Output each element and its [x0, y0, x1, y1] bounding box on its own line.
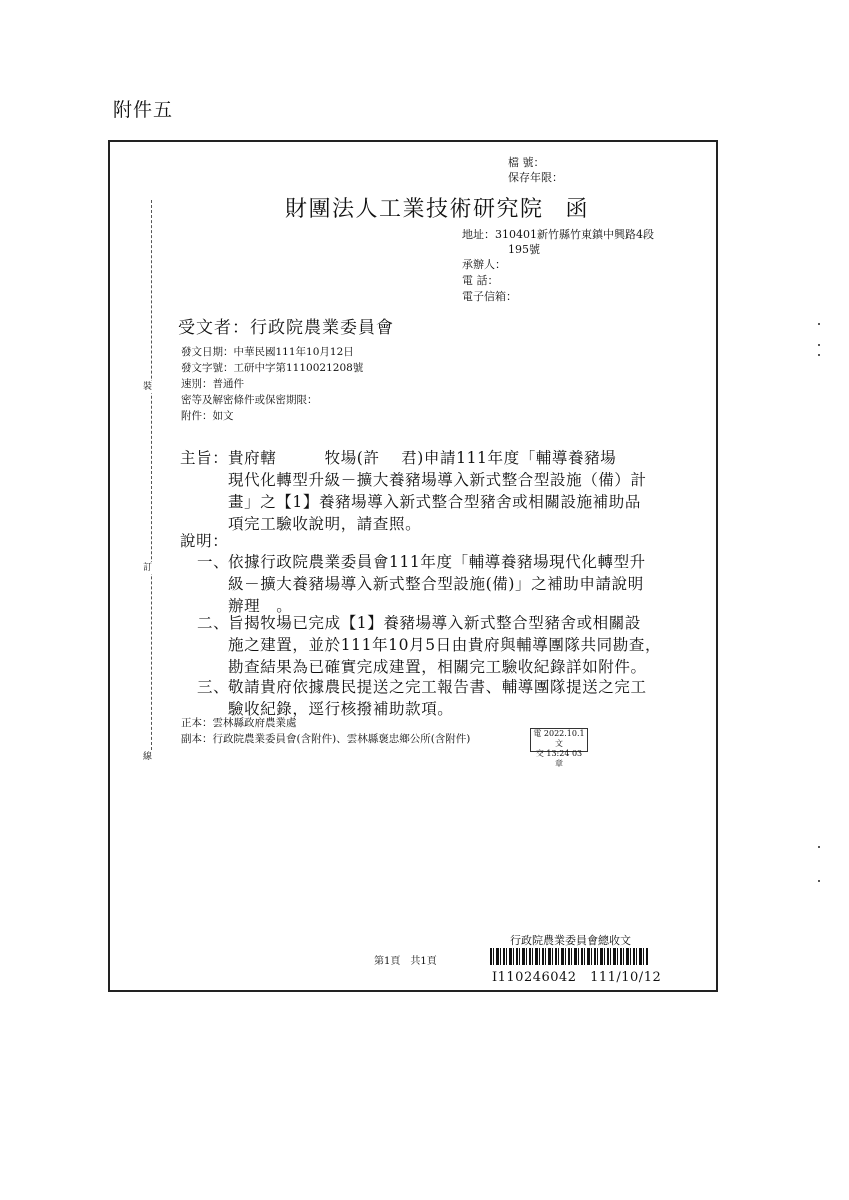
explanation-line: 驗收紀錄，逕行核撥補助款項。: [228, 700, 454, 718]
delivery-speed: 速別：普通件: [181, 378, 244, 390]
binding-char-xian: 線: [143, 752, 153, 762]
explanation-line: 勘查結果為已確實完成建置，相關完工驗收紀錄詳如附件。: [228, 658, 647, 676]
attachment-info: 附件：如文: [181, 410, 234, 422]
stamp-line: 電 2022.10.1 文: [533, 729, 585, 748]
recipient: 受文者：行政院農業委員會: [178, 318, 394, 338]
stamp-line: 交 13:24 03 章: [535, 749, 583, 768]
address-line-1: 地址：310401新竹縣竹東鎮中興路4段: [462, 228, 654, 241]
original-recipient: 正本：雲林縣政府農業處: [181, 717, 297, 729]
page-number: 第1頁 共1頁: [374, 956, 437, 967]
explanation-marker: 二、: [197, 614, 230, 632]
organization-name: 財團法人工業技術研究院: [285, 197, 544, 222]
subject-label: 主旨：: [180, 449, 229, 467]
document-type: 函: [565, 197, 590, 222]
retention-label: 保存年限：: [508, 171, 563, 184]
issue-date: 發文日期：中華民國111年10月12日: [181, 346, 354, 358]
receipt-stamp: [530, 728, 588, 768]
barcode-number: I110246042 111/10/12: [492, 970, 662, 985]
barcode: [490, 948, 648, 965]
file-number-label: 檔 號：: [508, 156, 545, 169]
address-line-2: 195號: [508, 243, 540, 256]
subject-line: 現代化轉型升級－擴大養豬場導入新式整合型設施（備）計: [228, 471, 647, 489]
receipt-title: 行政院農業委員會總收文: [510, 934, 631, 947]
phone-label: 電 話：: [462, 274, 499, 287]
email-label: 電子信箱：: [462, 290, 517, 303]
explanation-line: 旨揭牧場已完成【1】養豬場導入新式整合型豬舍或相關設: [228, 614, 641, 632]
explanation-marker: 一、: [197, 553, 230, 571]
copy-recipients: 副本：行政院農業委員會(含附件)、雲林縣褒忠鄉公所(含附件): [181, 733, 471, 745]
handler-label: 承辦人：: [462, 258, 506, 271]
binding-char-zhuang: 裝: [143, 382, 153, 392]
binding-char-ding: 訂: [143, 563, 153, 573]
security-level: 密等及解密條件或保密期限：: [181, 394, 318, 406]
explanation-line: 施之建置，並於111年10月5日由貴府與輔導團隊共同勘查，: [228, 636, 662, 654]
scan-speck: [818, 323, 820, 325]
subject-line: 項完工驗收說明，請查照。: [228, 515, 422, 533]
scan-speck: [818, 846, 820, 848]
explanation-line: 敬請貴府依據農民提送之完工報告書、輔導團隊提送之完工: [228, 678, 647, 696]
issue-number: 發文字號：工研中字第1110021208號: [181, 362, 364, 374]
subject-line: 貴府轄 牧場(許 君)申請111年度「輔導養豬場: [228, 449, 617, 467]
subject-line: 畫」之【1】養豬場導入新式整合型豬舍或相關設施補助品: [228, 493, 641, 511]
scan-speck: [818, 880, 820, 882]
explanation-label: 說明：: [180, 532, 229, 550]
document-title: [285, 192, 589, 223]
explanation-line: 級－擴大養豬場導入新式整合型設施(備)」之補助申請說明: [228, 575, 644, 593]
explanation-line: 辦理 。: [228, 597, 293, 615]
explanation-line: 依據行政院農業委員會111年度「輔導養豬場現代化轉型升: [228, 553, 646, 571]
attachment-label: 附件五: [113, 99, 174, 121]
scan-speck: [818, 344, 820, 346]
scan-speck: [818, 354, 820, 356]
explanation-marker: 三、: [197, 678, 230, 696]
binding-line: [151, 200, 152, 760]
